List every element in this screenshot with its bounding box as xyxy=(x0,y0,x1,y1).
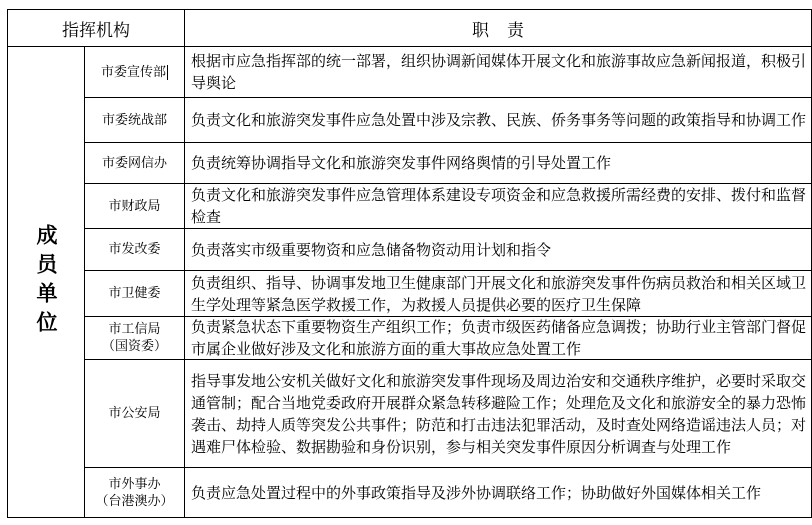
org-name: 市公安局 xyxy=(108,406,161,421)
org-name: 市发改委 xyxy=(108,242,161,257)
duty-text: 负责落实市级重要物资和应急储备物资动用计划和指令 xyxy=(191,240,552,259)
duty-text: 负责文化和旅游突发事件应急处置中涉及宗教、民族、侨务事务等问题的政策指导和协调工作 xyxy=(191,111,807,129)
org-name: 市委统战部 xyxy=(101,112,167,128)
org-name: 市卫健委 xyxy=(108,286,161,301)
duty-text: 负责紧急状态下重要物资生产组织工作；负责市级医药储备应急调拨；协助行业主管部门督促市属企业做好涉及文化和旅游方面的重大事故应急处置工作 xyxy=(191,318,807,358)
org-name-text: 市委宣传部 xyxy=(100,64,166,80)
org-name: 市外事办 （台港澳办） xyxy=(95,476,174,509)
table-rule xyxy=(7,517,812,518)
org-name xyxy=(85,47,184,97)
org-name: 市委网信办 xyxy=(101,155,167,171)
org-name: 市工信局 （国资委） xyxy=(101,322,167,354)
duty-text: 负责文化和旅游突发事件应急管理体系建设专项资金和应急救援所需经费的安排、拨付和监督检查 xyxy=(191,186,807,226)
member-units-group-label: 成员单位 xyxy=(34,224,58,340)
org-name: 市财政局 xyxy=(108,198,161,214)
duty-text: 负责应急处置过程中的外事政策指导及涉外协调联络工作；协助做好外国媒体相关工作 xyxy=(191,483,762,502)
header-org-column: 指挥机构 xyxy=(62,20,130,41)
duty-text: 根据市应急指挥部的统一部署，组织协调新闻媒体开展文化和旅游事故应急新闻报道，积极引导舆论 xyxy=(191,52,807,92)
text-cursor xyxy=(167,65,168,80)
duty-text: 指导事发地公安机关做好文化和旅游突发事件现场及周边治安和交通秩序维护，必要时采取交通管制；配合当地党委政府开展群众紧急转移避险工作；处理危及文化和旅游安全的暴力恐怖袭击、劫持人质等突发公共事件；防范和打击违法犯罪活动，及时查处网络造谣违法人员；对遇难尸体检验、数据勘验和身份识别，参与相关突发事件原因分析调查与处理工作 xyxy=(191,371,807,456)
header-duty-column: 职责 xyxy=(472,20,542,41)
duty-text: 负责组织、指导、协调事发地卫生健康部门开展文化和旅游突发事件伤病员救治和相关区域卫生学处理等紧急医学救援工作，为救援人员提供必要的医疗卫生保障 xyxy=(191,273,807,314)
duty-text: 负责统筹协调指导文化和旅游突发事件网络舆情的引导处置工作 xyxy=(191,154,612,172)
